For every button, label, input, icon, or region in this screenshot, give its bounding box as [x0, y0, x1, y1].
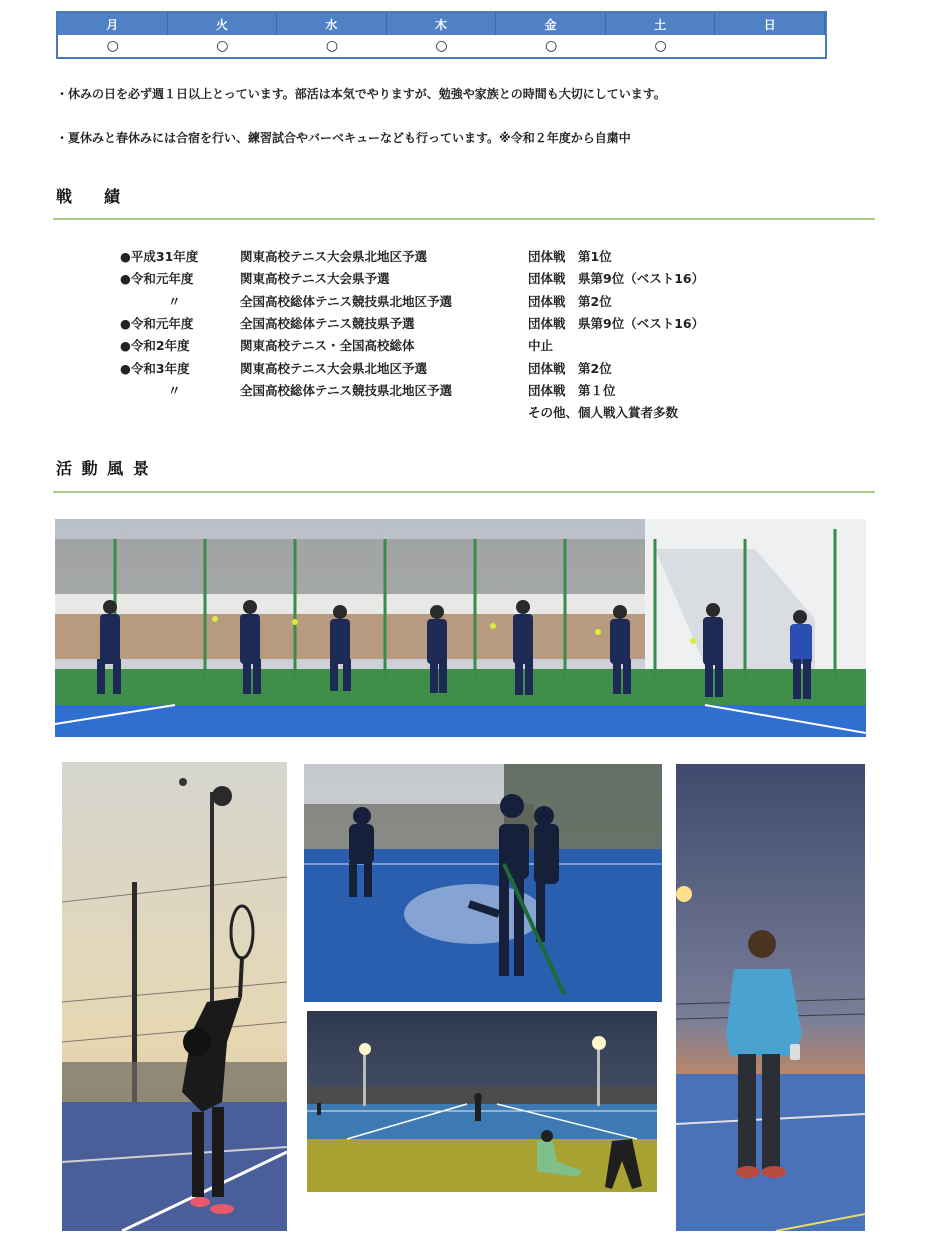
result-event: 関東高校テニス大会県予選 — [240, 271, 390, 287]
practice-mark-wed: ○ — [277, 35, 387, 57]
result-event: 関東高校テニス・全国高校総体 — [240, 338, 415, 354]
results-row — [120, 290, 760, 312]
result-year: ●令和3年度 — [120, 360, 190, 376]
practice-schedule-table — [56, 11, 827, 59]
section-divider — [53, 218, 875, 220]
day-header-thu: 木 — [387, 13, 497, 35]
result-outcome: 団体戦 第2位 — [528, 360, 612, 376]
result-event: 全国高校総体テニス競技県北地区予選 — [240, 293, 453, 309]
day-header-wed: 水 — [277, 13, 387, 35]
results-row — [120, 401, 760, 423]
result-outcome: 団体戦 第1位 — [528, 249, 612, 265]
day-header-sat: 土 — [606, 13, 716, 35]
result-outcome: 中止 — [528, 338, 554, 354]
day-header-tue: 火 — [168, 13, 278, 35]
activity-section-title: 活 動 風 景 — [56, 459, 151, 478]
result-year-ditto: 〃 — [168, 293, 181, 309]
result-outcome: その他、個人戦入賞者多数 — [528, 405, 679, 421]
results-row — [120, 312, 760, 334]
day-header-mon: 月 — [58, 13, 168, 35]
results-row — [120, 245, 760, 267]
footwork-training-photo — [304, 764, 662, 1002]
section-divider — [53, 491, 875, 493]
day-header-fri: 金 — [496, 13, 606, 35]
practice-mark-sat: ○ — [606, 35, 716, 57]
practice-mark-sun — [715, 35, 825, 57]
team-swing-practice-photo — [55, 519, 866, 737]
result-outcome: 団体戦 県第9位（ベスト16） — [528, 316, 705, 332]
result-year: ●令和元年度 — [120, 316, 194, 332]
result-event: 関東高校テニス大会県北地区予選 — [240, 360, 428, 376]
results-row — [120, 267, 760, 289]
practice-mark-tue: ○ — [168, 35, 278, 57]
serve-practice-photo — [62, 762, 287, 1231]
result-event: 全国高校総体テニス競技県北地区予選 — [240, 382, 453, 398]
practice-mark-fri: ○ — [496, 35, 606, 57]
result-event: 関東高校テニス大会県北地区予選 — [240, 249, 428, 265]
result-year-ditto: 〃 — [168, 382, 181, 398]
practice-mark-thu: ○ — [387, 35, 497, 57]
results-section-title: 戦 績 — [56, 187, 121, 206]
night-court-practice-photo — [307, 1011, 657, 1192]
result-outcome: 団体戦 第2位 — [528, 293, 612, 309]
results-row — [120, 356, 760, 378]
results-row — [120, 334, 760, 356]
result-event: 全国高校総体テニス競技県予選 — [240, 316, 415, 332]
practice-mark-mon: ○ — [58, 35, 168, 57]
result-year: ●令和2年度 — [120, 338, 190, 354]
note-training-camp: ・夏休みと春休みには合宿を行い、練習試合やバーベキューなども行っています。※令和２年度から自粛中 — [56, 131, 631, 145]
results-list — [120, 245, 760, 423]
result-year: ●平成31年度 — [120, 249, 199, 265]
result-outcome: 団体戦 第１位 — [528, 382, 616, 398]
note-rest-days: ・休みの日を必ず週１日以上とっています。部活は本気でやりますが、勉強や家族との時間も大切にしています。 — [56, 87, 666, 101]
result-year: ●令和元年度 — [120, 271, 194, 287]
evening-court-player-photo — [676, 764, 865, 1231]
results-row — [120, 379, 760, 401]
result-outcome: 団体戦 県第9位（ベスト16） — [528, 271, 705, 287]
day-header-sun: 日 — [715, 13, 825, 35]
